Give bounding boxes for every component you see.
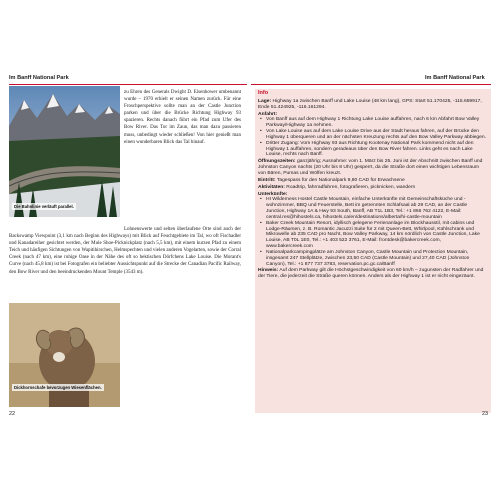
header-rule-right [251, 84, 491, 85]
page-number-right: 23 [482, 411, 488, 417]
list-item: • Von Banff aus auf dem Highway 1 Richtung Lake Louise auffahren, nach 6 km Abfahrt Bow Valley Parkway/Highway 1a nehmen. [266, 117, 487, 129]
header-rule-left [9, 84, 247, 85]
unterkunft-list [258, 197, 487, 267]
lage-label: Lage: [258, 98, 272, 104]
lage-text: Highway 1a zwischen Banff und Lake Louise (48 km lang), GPS: Start 51.170425, -115.659917, Ende 51.424925, -116.161294. [258, 98, 482, 110]
hinweis-text: Auf dem Parkway gilt die Höchstgeschwindigkeit von 60 km/h – zugunsten der Radfahrer und der Tiere, die jederzeit die Straße queren können. Anders als der Highway 1 ist er nicht eingezäunt. [258, 268, 484, 280]
photo-bighorn-sheep [9, 303, 120, 407]
anfahrt-list [258, 117, 487, 158]
body-text-bottom [9, 226, 241, 283]
oeffnung-text: ganzjährig; Ausnahme: vom 1. März bis 25. Juni ist der Abschnitt zwischen Banff und Johnston Canyon nachts (20 Uhr bis 8 Uhr) gesperrt, da die Straße dort einen wichtigen Lebensraum von Bären, Pumas und Wölfen kreuzt. [258, 159, 483, 176]
aktiv-label: Aktivitäten: [258, 184, 285, 190]
aktiv-text: Roadtrip, fahrradfahren, fotografieren, picknicken, wandern [286, 184, 416, 190]
list-item: • HI Wilderness Hostel Castle Mountain, einfache Unterkünfte mit Gemeinschaftsküche und -wohnzimmer, BBQ und Feuerstelle, Bett im getrennten Schlafsaal ab 29 CAD, an der Castle Junction, Highway 1A & Hwy 93 South, Banff, AB T1L 1B3, Tel.: +1 866 762 4122, E-Mail: central.res@hihostels.ca, hihostels.ca/en/destinations/alberta/hi-castle-mountain [266, 197, 487, 220]
running-head-right: Im Banff National Park [425, 75, 485, 81]
photo-mountain-railway [9, 86, 120, 217]
running-head-left: Im Banff National Park [9, 75, 69, 81]
list-item: • Von Lake Louise aus auf dem Lake Louise Drive aus der Stadt heraus fahren, auf der Brücke den Highway 1 überqueren und an der nächsten Kreuzung rechts auf den Bow Valley Parkway abbiegen. [266, 129, 487, 141]
paragraph: Lohnenswerte und selten überlaufene Orte sind auch der Backswamp Viewpoint (3,1 km nach Beginn des Highways) mit Blick auf Feuchtgebiete im Tal, wo oft Fischadler und Kanadareiher gesichtet werden, der Mule Shoe-Picknickplatz (nach 5,5 km), mit einem kurzen Pfad zu einem Teich und häufigen Sichtungen von Wapitihirschen, Helmspechten und vielen anderen Vogelarten, sowie der Corral Creek (nach 47 km), eine ruhige Oase in der Nähe des oft so hektischen Dörfchens Lake Louise. Die Morant's Curve (nach 45,8 km) ist bei Fotografen ein beliebter Aussichtspunkt auf die Strecke der Canadian Pacific Railway, den Bow River und den beeindruckenden Mount Temple (3543 m). [9, 227, 241, 275]
hinweis-label: Hinweis: [258, 268, 279, 274]
list-item: • Nationalparkcampingplätze am Johnston Canyon, Castle Mountain und Protection Mountain, insgesamt 247 Stellplätze, zwischen 23,50 CAD (Castle Mountain) und 27,40 CAD (Johnston Canyon), Tel.: +1 877 737 3783, reservation.pc.gc.ca/Banff [266, 250, 487, 268]
caption-top-photo: Die Bahnlinie verläuft parallel. [14, 204, 74, 209]
info-heading: Info [258, 90, 269, 96]
eintritt-text: Tagespass für den Nationalpark 9,80 CAD für Erwachsene [276, 177, 405, 183]
oeffnung-label: Öffnungszeiten: [258, 159, 296, 165]
caption-bottom-photo: Dickhornschafe bevorzugen Wiesenflächen. [14, 385, 102, 390]
page-number-left: 22 [9, 411, 15, 417]
anfahrt-label: Anfahrt: [258, 111, 278, 117]
paragraph: zu Ehren des Generals Dwight D. Eisenhower umbenannt wurde – 1970 erhielt er seinen Namen zurück. Für eine Froschperspektive sollte man an der Castle Junction parken und über die Brücke Richtung Highway 93 spazieren. Rechts danach führt ein Pfad zum Ufer des Bow River. Das Tor im Zaun, das man dazu passieren muss, unbedingt wieder schließen! Von hier genießt man einen wunderbaren Blick das Tal hinauf. [124, 90, 241, 145]
info-box [255, 89, 491, 413]
eintritt-label: Eintritt: [258, 177, 276, 183]
unterkunft-label: Unterkünfte: [258, 191, 288, 197]
list-item: • Dritter Zugang: Vom Highway 93 aus Richtung Kootenay National Park kommend nicht auf den Highway 1 auffahren, sondern geradeaus über den Bow River fahren. Links geht es nach Lake Louise, rechts nach Banff. [266, 141, 487, 159]
body-text-top [124, 89, 241, 153]
list-item: • Baker Creek Mountain Resort, idyllisch gelegene Ferienanlage im Blockhausstil, mit cabins und Lodge-Räumen, z. B. Romantic Jacuzzi Suite für 2 mit Queen-Bett, Whirlpool, Kühlschrank und Mikrowelle ab 235 CAD pro Nacht, Bow Valley Parkway, 14 km nördlich von Castle Junction, Lake Louise, AB T0L 1E0, Tel.: +1 403 522 3761, E-Mail: frontdesk@bakercreek.com, www.bakercreek.com [266, 221, 487, 250]
